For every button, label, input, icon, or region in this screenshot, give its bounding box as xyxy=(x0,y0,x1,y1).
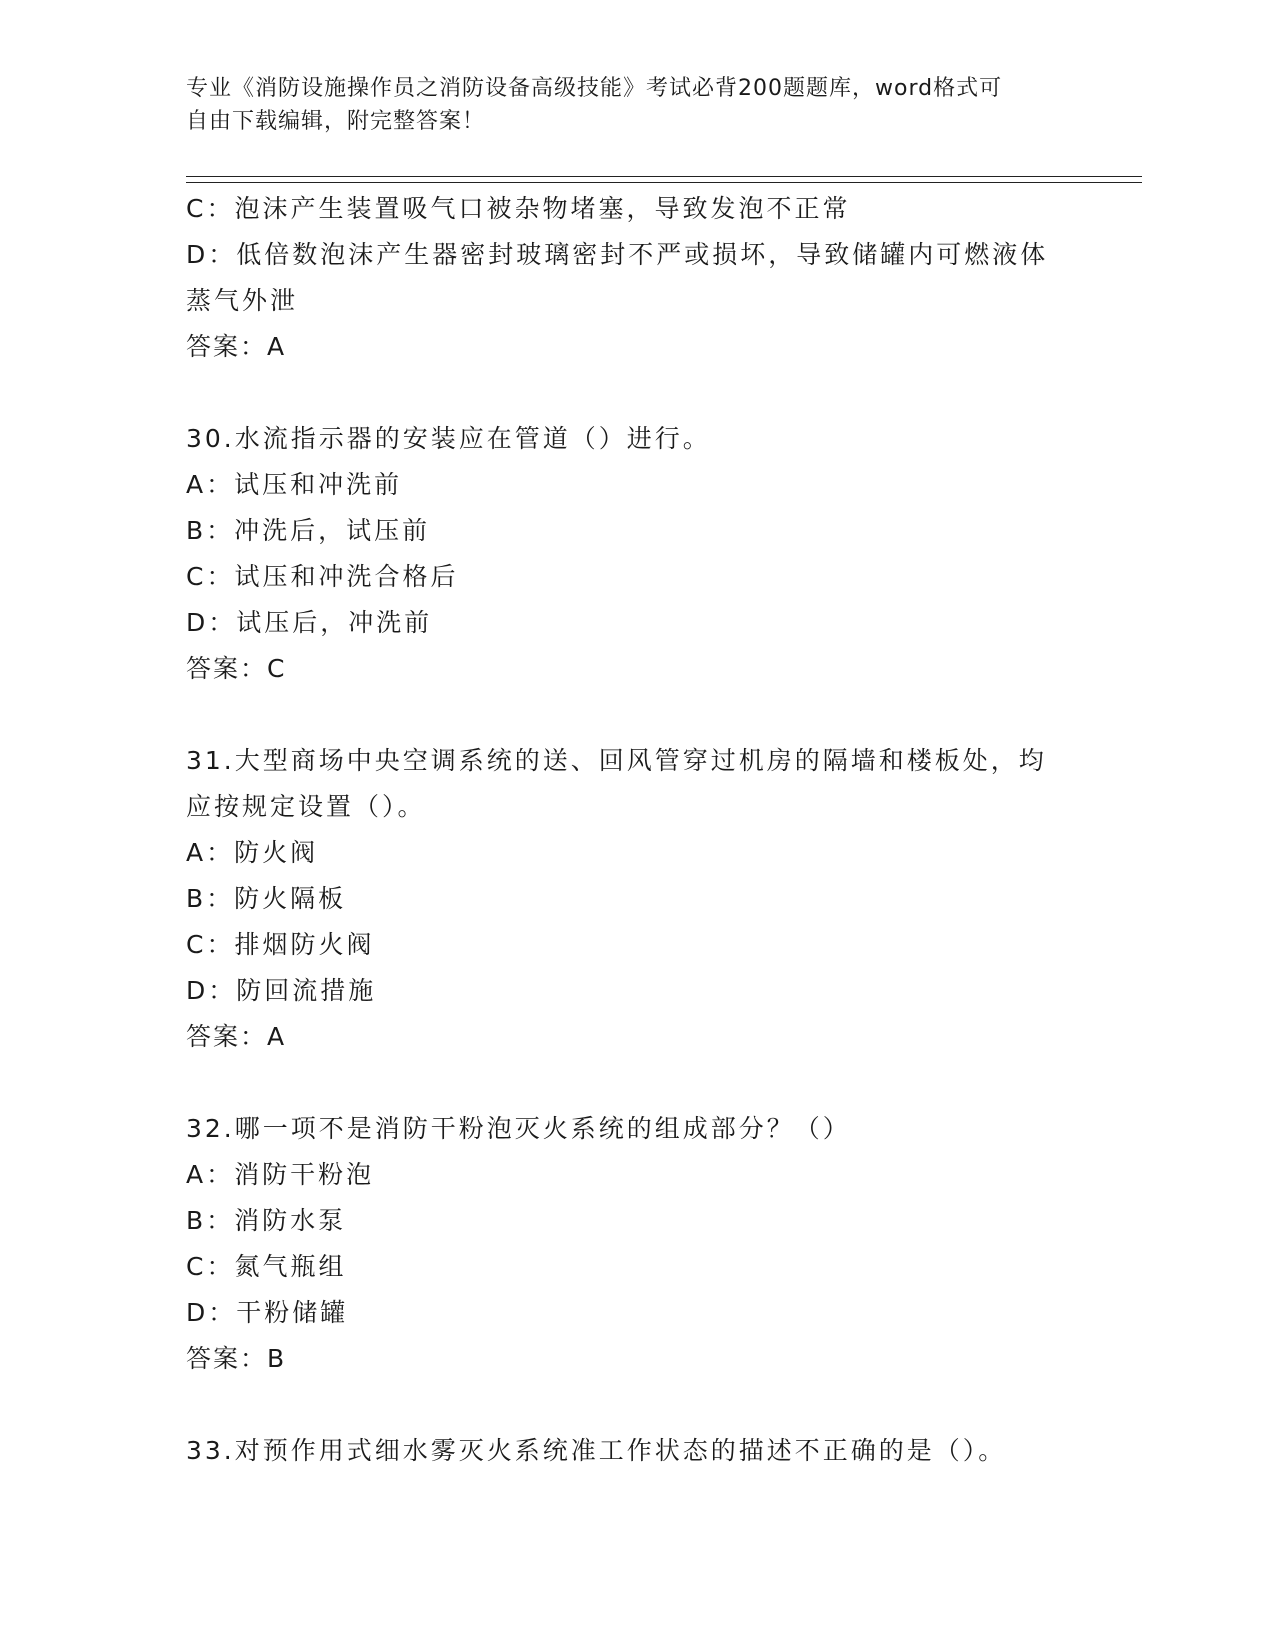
question-29-tail xyxy=(186,186,1086,370)
document-body xyxy=(186,186,1086,1474)
option-d: D：试压后，冲洗前 xyxy=(186,608,433,637)
option-a: A：试压和冲洗前 xyxy=(186,470,403,499)
question-30 xyxy=(186,416,1086,692)
question-stem: 30.水流指示器的安装应在管道（）进行。 xyxy=(186,424,711,453)
option-d-continued: 蒸气外泄 xyxy=(186,286,299,315)
answer-line: 答案：B xyxy=(186,1344,287,1373)
question-stem: 32.哪一项不是消防干粉泡灭火系统的组成部分？（） xyxy=(186,1114,851,1143)
option-d: D：低倍数泡沫产生器密封玻璃密封不严或损坏，导致储罐内可燃液体 xyxy=(186,240,1049,269)
document-header xyxy=(186,72,1066,138)
option-c: C：排烟防火阀 xyxy=(186,930,375,959)
option-d: D：防回流措施 xyxy=(186,976,377,1005)
option-a: A：防火阀 xyxy=(186,838,319,867)
header-divider-top xyxy=(186,176,1142,177)
question-31 xyxy=(186,738,1086,1060)
answer-line: 答案：C xyxy=(186,654,287,683)
option-c: C：泡沫产生装置吸气口被杂物堵塞，导致发泡不正常 xyxy=(186,194,851,223)
option-d: D：干粉储罐 xyxy=(186,1298,349,1327)
header-line-1: 专业《消防设施操作员之消防设备高级技能》考试必背200题题库，word格式可 xyxy=(186,76,1003,101)
option-b: B：冲洗后，试压前 xyxy=(186,516,431,545)
question-stem: 33.对预作用式细水雾灭火系统准工作状态的描述不正确的是（）。 xyxy=(186,1436,1007,1465)
header-divider-bottom xyxy=(186,182,1142,183)
option-b: B：防火隔板 xyxy=(186,884,347,913)
header-line-2: 自由下载编辑，附完整答案！ xyxy=(186,109,486,134)
option-c: C：氮气瓶组 xyxy=(186,1252,347,1281)
question-stem-continued: 应按规定设置（）。 xyxy=(186,792,426,821)
answer-line: 答案：A xyxy=(186,1022,287,1051)
question-33 xyxy=(186,1428,1086,1474)
option-b: B：消防水泵 xyxy=(186,1206,347,1235)
option-a: A：消防干粉泡 xyxy=(186,1160,375,1189)
answer-line: 答案：A xyxy=(186,332,287,361)
option-c: C：试压和冲洗合格后 xyxy=(186,562,459,591)
question-32 xyxy=(186,1106,1086,1382)
question-stem: 31.大型商场中央空调系统的送、回风管穿过机房的隔墙和楼板处，均 xyxy=(186,746,1047,775)
